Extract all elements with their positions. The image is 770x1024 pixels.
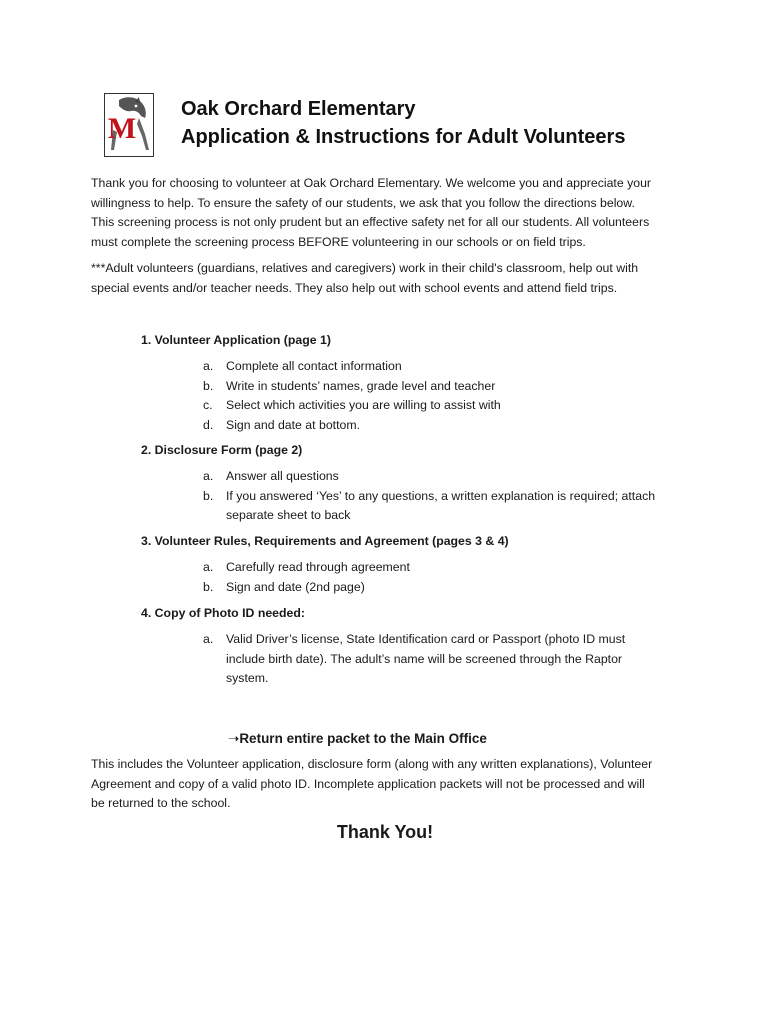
list-item <box>203 487 703 526</box>
list-item <box>203 396 703 416</box>
list-item-text: Write in students’ names, grade level and teacher <box>226 378 496 393</box>
return-line: This includes the Volunteer application, disclosure form (along with any written explanations), Volunteer <box>91 757 653 771</box>
closing-thank-you: Thank You! <box>336 822 434 842</box>
list-item <box>203 467 703 487</box>
svg-text:M: M <box>107 112 137 145</box>
list-item-text: include birth date). The adult’s name will be screened through the Raptor <box>226 651 623 666</box>
step-3-heading: 3. Volunteer Rules, Requirements and Agreement (pages 3 & 4) <box>141 534 509 548</box>
intro-line: ***Adult volunteers (guardians, relatives and caregivers) work in their child's classroom, help out with <box>91 261 639 275</box>
mustang-icon <box>105 94 153 156</box>
page-title <box>181 95 625 151</box>
list-item <box>203 416 703 436</box>
step-2-heading: 2. Disclosure Form (page 2) <box>141 443 303 457</box>
intro-line: willingness to help. To ensure the safety of our students, we ask that you follow the directions below. <box>91 195 635 210</box>
list-item-text: Carefully read through agreement <box>226 560 410 574</box>
list-marker: c. <box>203 398 213 412</box>
return-paragraph <box>91 755 691 814</box>
list-marker: a. <box>203 469 214 483</box>
list-item <box>203 578 703 598</box>
title-line-1: Oak Orchard Elementary <box>181 98 416 120</box>
step-3-list <box>203 558 703 597</box>
intro-paragraph-2 <box>91 259 691 298</box>
step-1-list <box>203 357 703 435</box>
intro-line: special events and/or teacher needs. They also help out with school events and attend field trips. <box>91 280 618 295</box>
list-item-text: Valid Driver’s license, State Identification card or Passport (photo ID must <box>226 632 626 646</box>
intro-line: This screening process is not only prudent but an effective safety net for all our students. All volunteers <box>91 215 650 229</box>
list-marker: b. <box>203 579 214 594</box>
step-2-list <box>203 467 703 526</box>
return-line: be returned to the school. <box>91 796 231 810</box>
intro-line: must complete the screening process BEFORE volunteering in our schools or on field trips. <box>91 234 586 249</box>
list-marker: b. <box>203 378 214 393</box>
list-item <box>203 630 703 689</box>
title-line-2: Application & Instructions for Adult Volunteers <box>181 126 626 148</box>
list-item-text: Sign and date at bottom. <box>226 417 360 432</box>
intro-paragraph-1 <box>91 174 691 252</box>
list-item-text: Sign and date (2nd page) <box>226 579 365 594</box>
list-item <box>203 357 703 377</box>
list-marker: a. <box>203 632 214 646</box>
list-marker: a. <box>203 359 214 373</box>
step-1-heading: 1. Volunteer Application (page 1) <box>141 333 331 347</box>
list-item-text: If you answered ‘Yes’ to any questions, a written explanation is required; attach <box>226 488 656 503</box>
list-marker: d. <box>203 417 214 432</box>
list-item <box>203 377 703 397</box>
return-heading <box>228 729 487 749</box>
list-item-text: system. <box>226 671 269 685</box>
step-4-heading: 4. Copy of Photo ID needed: <box>141 606 305 620</box>
arrow-right-icon: ➝ <box>228 731 240 746</box>
list-marker: a. <box>203 560 214 574</box>
return-line: Agreement and copy of a valid photo ID. Incomplete application packets will not be processed and will <box>91 776 645 791</box>
intro-line: Thank you for choosing to volunteer at Oak Orchard Elementary. We welcome you and appreciate your <box>91 176 652 190</box>
list-marker: b. <box>203 488 214 503</box>
school-mascot-logo <box>104 93 154 157</box>
list-item-text: Complete all contact information <box>226 359 402 373</box>
list-item-text: Answer all questions <box>226 469 339 483</box>
step-4-list <box>203 630 703 689</box>
list-item <box>203 558 703 578</box>
list-item-text: Select which activities you are willing to assist with <box>226 398 501 412</box>
list-item-text: separate sheet to back <box>226 508 351 522</box>
return-heading-text: Return entire packet to the Main Office <box>239 731 487 746</box>
